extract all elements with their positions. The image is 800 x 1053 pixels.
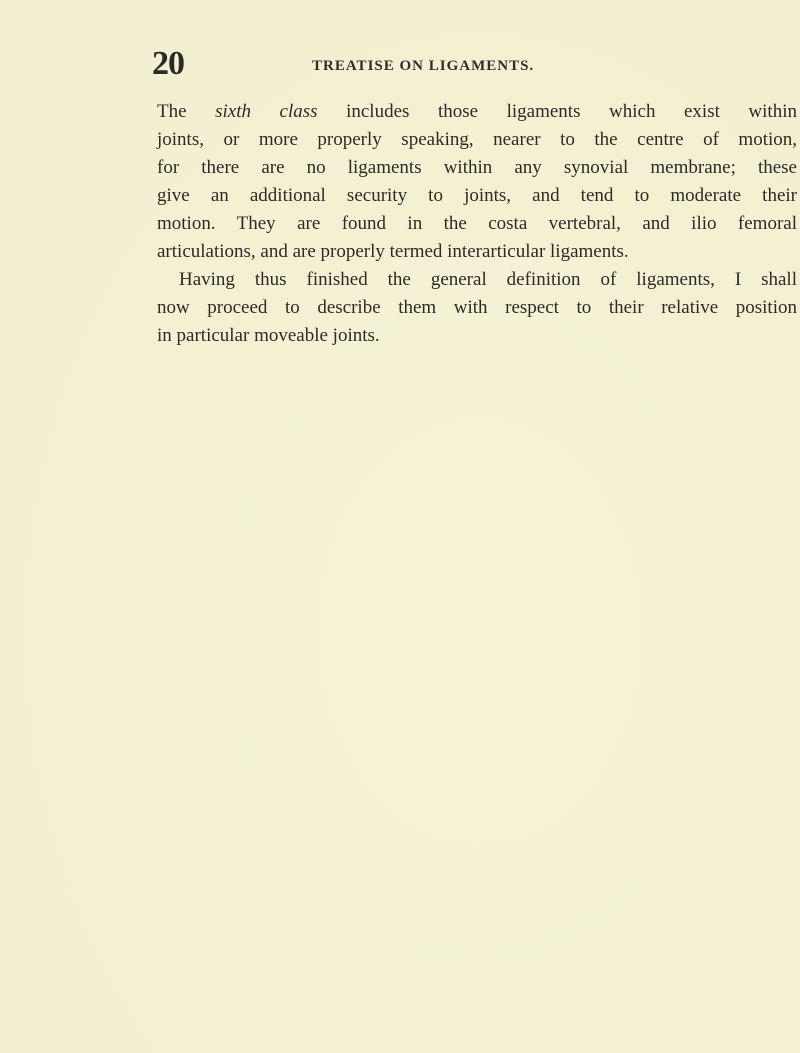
paragraph-1-line-1 <box>157 98 797 126</box>
paragraph-2-line-3: in particular moveable joints. <box>157 325 380 346</box>
paragraph-1-line-2: joints, or more properly speaking, nearer to the centre of motion, <box>157 129 797 150</box>
text-span: The <box>157 101 216 122</box>
page-header <box>152 44 762 84</box>
page-number: 20 <box>152 45 184 82</box>
italic-term: sixth class <box>215 101 318 122</box>
paragraph-2-line-1: Having thus finished the general definition of ligaments, I shall <box>179 269 797 290</box>
paragraph-1-line-6: articulations, and are properly termed interarticular ligaments. <box>157 241 629 262</box>
paragraph-1-line-4: give an additional security to joints, and tend to moderate their <box>157 185 797 206</box>
paragraph-2-line-2: now proceed to describe them with respect to their relative position <box>157 297 797 318</box>
text-span: includes those ligaments which exist within <box>317 101 797 122</box>
paragraph-1-line-5: motion. They are found in the costa vertebral, and ilio femoral <box>157 213 797 234</box>
body-text <box>157 98 797 350</box>
paragraph-1-line-3: for there are no ligaments within any synovial membrane; these <box>157 157 797 178</box>
running-title: TREATISE ON LIGAMENTS. <box>312 58 535 74</box>
